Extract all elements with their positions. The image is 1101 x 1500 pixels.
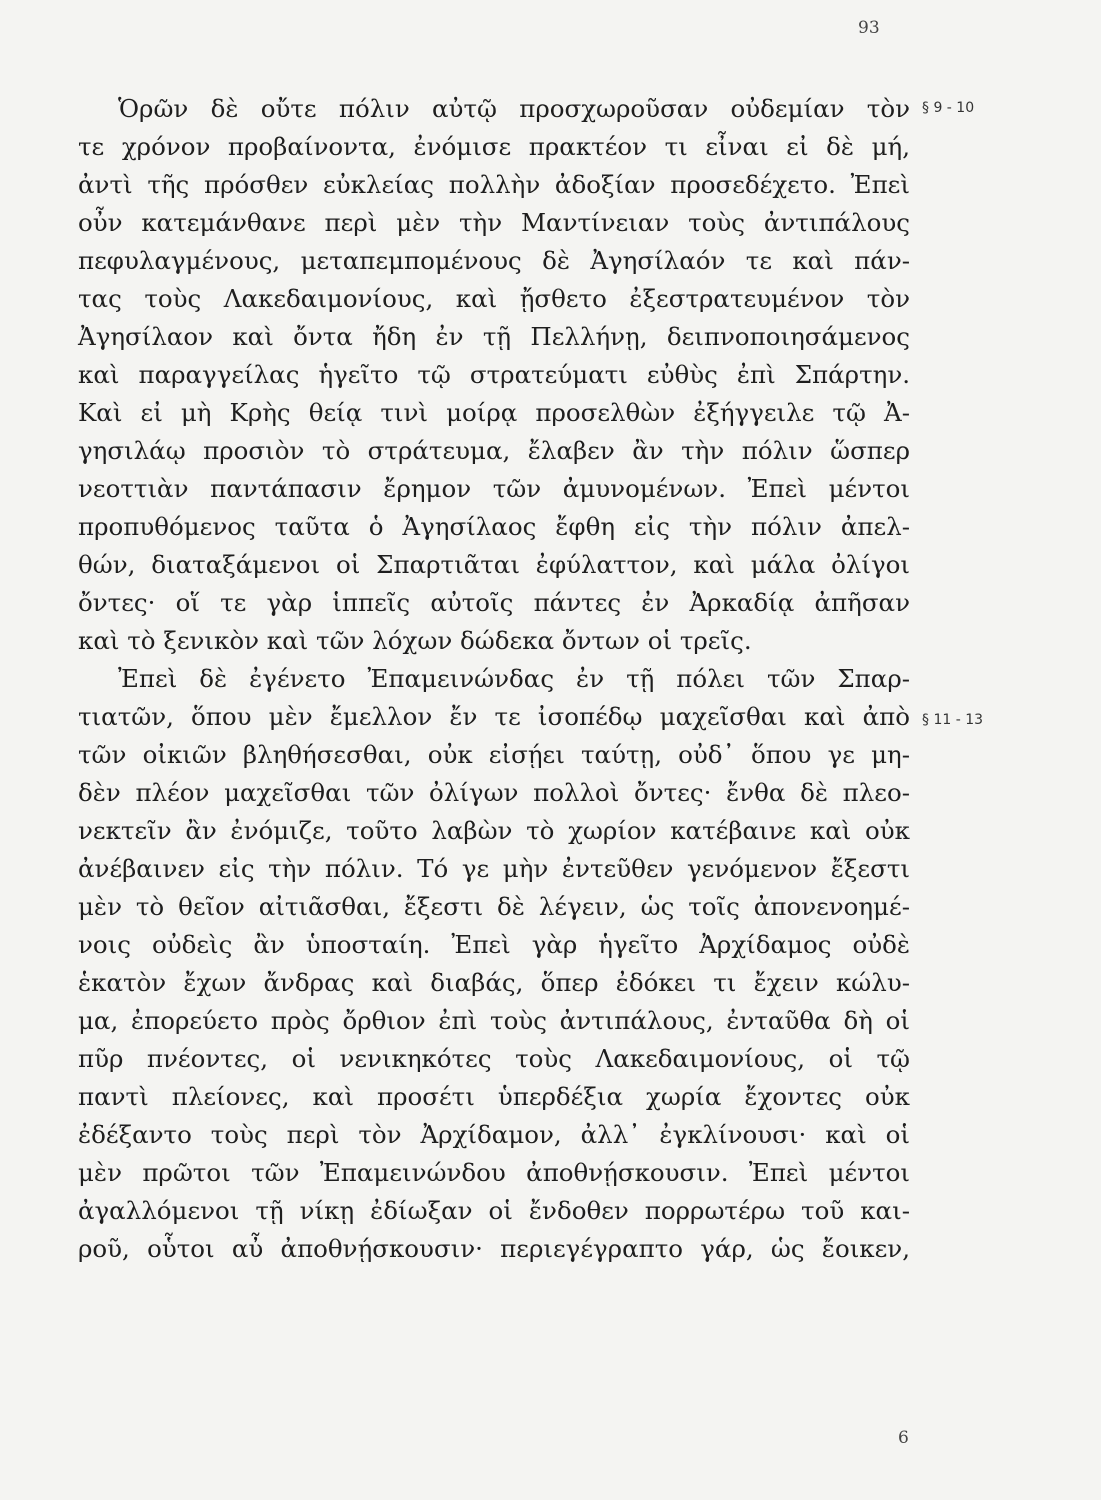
text-line: οὖν κατεμάνθανε περὶ μὲν τὴν Μαντίνειαν τοὺς ἀντιπάλους xyxy=(78,208,910,237)
text-line: μὲν πρῶτοι τῶν Ἐπαμεινώνδου ἀποθνῄσκουσιν. Ἐπεὶ μέντοι xyxy=(78,1158,910,1187)
text-line: τιατῶν, ὅπου μὲν ἔμελλον ἔν τε ἰσοπέδῳ μαχεῖσθαι καὶ ἀπὸ xyxy=(78,702,910,731)
main-text xyxy=(78,90,910,1268)
text-line: ἐδέξαντο τοὺς περὶ τὸν Ἀρχίδαμον, ἀλλ᾽ ἐγκλίνουσι· καὶ οἱ xyxy=(78,1120,910,1149)
text-line: παντὶ πλείονες, καὶ προσέτι ὑπερδέξια χωρία ἔχοντες οὐκ xyxy=(78,1082,910,1111)
margin-note-sections-9-10: § 9 - 10 xyxy=(922,100,975,116)
text-line: Ἀγησίλαον καὶ ὄντα ἤδη ἐν τῇ Πελλήνῃ, δειπνοποιησάμενος xyxy=(78,322,910,351)
text-line: νοις οὐδεὶς ἂν ὑποσταίη. Ἐπεὶ γὰρ ἡγεῖτο Ἀρχίδαμος οὐδὲ xyxy=(78,930,910,959)
text-line: νεοττιὰν παντάπασιν ἔρημον τῶν ἀμυνομένων. Ἐπεὶ μέντοι xyxy=(78,474,910,503)
text-line: γησιλάῳ προσιὸν τὸ στράτευμα, ἔλαβεν ἂν τὴν πόλιν ὥσπερ xyxy=(78,436,910,465)
text-line: καὶ τὸ ξενικὸν καὶ τῶν λόχων δώδεκα ὄντων οἱ τρεῖς. xyxy=(78,626,752,655)
text-line: τας τοὺς Λακεδαιμονίους, καὶ ᾔσθετο ἐξεστρατευμένον τὸν xyxy=(78,284,910,313)
paragraph-2 xyxy=(78,660,910,1268)
text-line: καὶ παραγγείλας ἡγεῖτο τῷ στρατεύματι εὐθὺς ἐπὶ Σπάρτην. xyxy=(78,360,910,389)
text-line: ἑκατὸν ἔχων ἄνδρας καὶ διαβάς, ὅπερ ἐδόκει τι ἔχειν κώλυ- xyxy=(78,968,910,997)
text-line: δὲν πλέον μαχεῖσθαι τῶν ὀλίγων πολλοὶ ὄντες· ἔνθα δὲ πλεο- xyxy=(78,778,910,807)
text-line: θών, διαταξάμενοι οἱ Σπαρτιᾶται ἐφύλαττον, καὶ μάλα ὀλίγοι xyxy=(78,550,910,579)
text-line: μὲν τὸ θεῖον αἰτιᾶσθαι, ἔξεστι δὲ λέγειν, ὡς τοῖς ἀπονενοημέ- xyxy=(78,892,910,921)
text-line: τῶν οἰκιῶν βληθήσεσθαι, οὐκ εἰσῄει ταύτῃ, οὐδ᾽ ὅπου γε μη- xyxy=(78,740,910,769)
margin-note-sections-11-13: § 11 - 13 xyxy=(922,712,984,728)
page-number: 93 xyxy=(858,18,880,38)
signature-mark: 6 xyxy=(898,1428,909,1448)
text-line: Καὶ εἰ μὴ Κρὴς θείᾳ τινὶ μοίρᾳ προσελθὼν ἐξήγγειλε τῷ Ἀ- xyxy=(78,398,910,427)
text-line: πεφυλαγμένους, μεταπεμπομένους δὲ Ἀγησίλαόν τε καὶ πάν- xyxy=(78,246,910,275)
text-line: Ὁρῶν δὲ οὔτε πόλιν αὐτῷ προσχωροῦσαν οὐδεμίαν τὸν xyxy=(118,94,910,123)
text-line: ἀνέβαινεν εἰς τὴν πόλιν. Τό γε μὴν ἐντεῦθεν γενόμενον ἔξεστι xyxy=(78,854,910,883)
text-line: νεκτεῖν ἂν ἐνόμιζε, τοῦτο λαβὼν τὸ χωρίον κατέβαινε καὶ οὐκ xyxy=(78,816,910,845)
paragraph-1 xyxy=(78,90,910,660)
text-line: πῦρ πνέοντες, οἱ νενικηκότες τοὺς Λακεδαιμονίους, οἱ τῷ xyxy=(78,1044,910,1073)
text-line: ὄντες· οἵ τε γὰρ ἱππεῖς αὐτοῖς πάντες ἐν Ἀρκαδίᾳ ἀπῆσαν xyxy=(78,588,910,617)
text-line: ροῦ, οὗτοι αὖ ἀποθνῄσκουσιν· περιεγέγραπτο γάρ, ὡς ἔοικεν, xyxy=(78,1234,910,1263)
text-line: ἀντὶ τῆς πρόσθεν εὐκλείας πολλὴν ἀδοξίαν προσεδέχετο. Ἐπεὶ xyxy=(78,170,910,199)
text-line: μα, ἐπορεύετο πρὸς ὄρθιον ἐπὶ τοὺς ἀντιπάλους, ἐνταῦθα δὴ οἱ xyxy=(78,1006,910,1035)
text-line: ἀγαλλόμενοι τῇ νίκῃ ἐδίωξαν οἱ ἔνδοθεν πορρωτέρω τοῦ και- xyxy=(78,1196,910,1225)
text-line: Ἐπεὶ δὲ ἐγένετο Ἐπαμεινώνδας ἐν τῇ πόλει τῶν Σπαρ- xyxy=(118,664,910,693)
text-line: προπυθόμενος ταῦτα ὁ Ἀγησίλαος ἔφθη εἰς τὴν πόλιν ἀπελ- xyxy=(78,512,910,541)
text-line: τε χρόνον προβαίνοντα, ἐνόμισε πρακτέον τι εἶναι εἰ δὲ μή, xyxy=(78,132,910,161)
